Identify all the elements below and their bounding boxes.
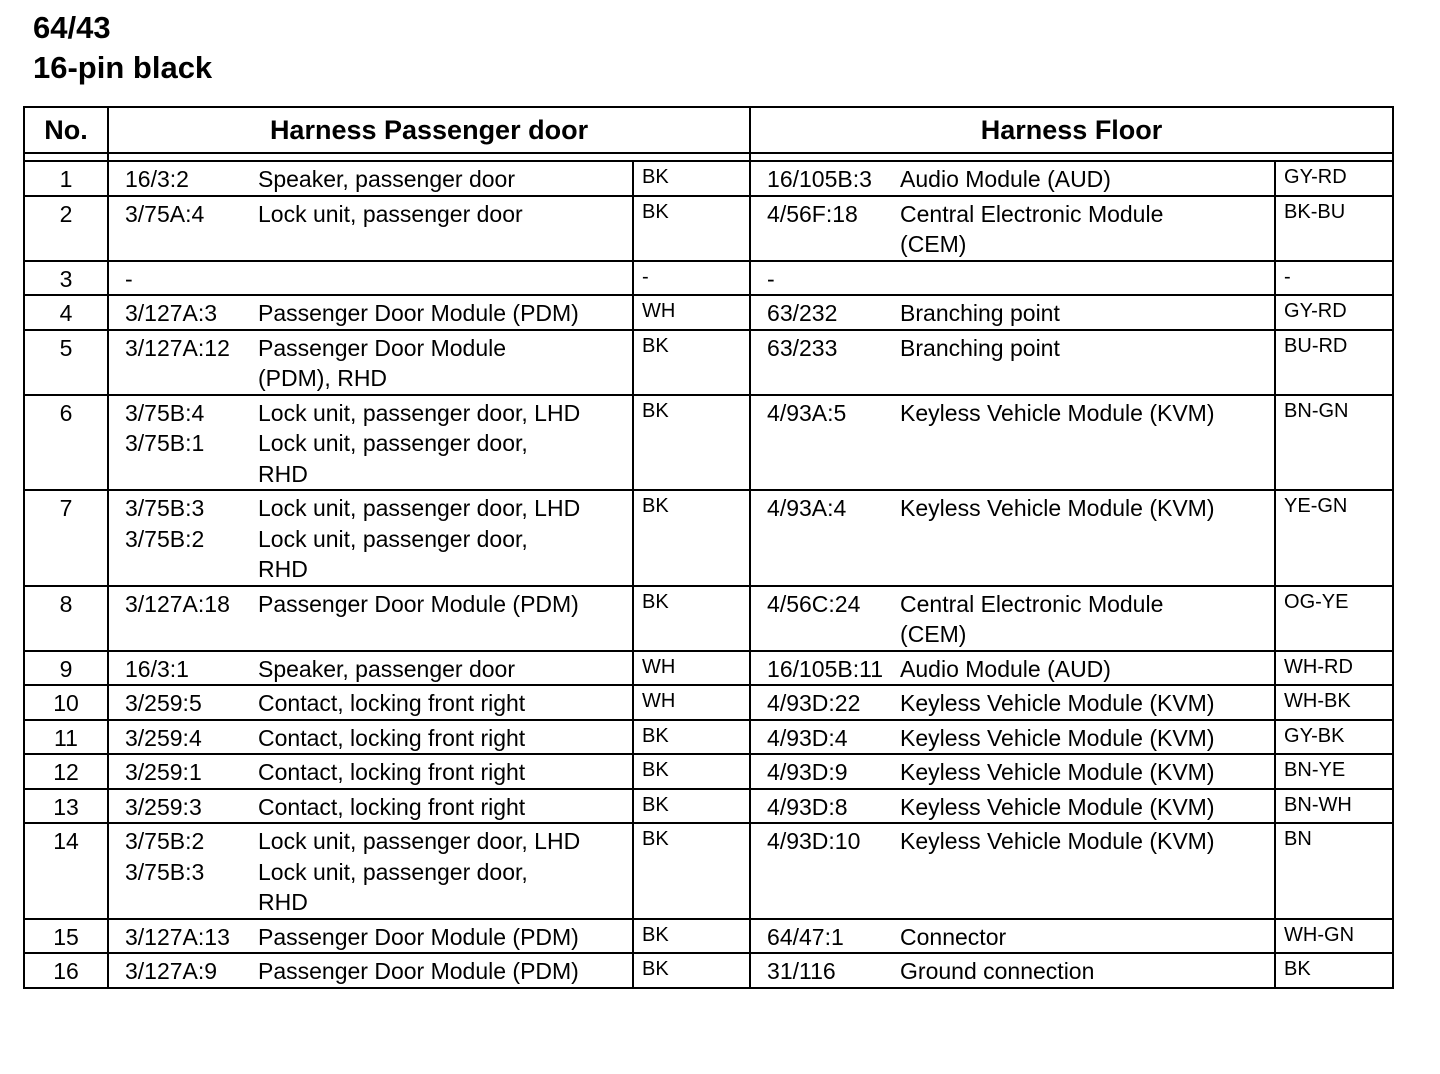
passenger-ref-line: 3/75B:1 [125, 430, 205, 456]
floor-description-line: Keyless Vehicle Module (KVM) [900, 759, 1215, 785]
passenger-description-line: RHD [258, 556, 308, 582]
passenger-wire-color: WH [633, 295, 750, 330]
header-floor: Harness Floor [750, 107, 1393, 153]
passenger-ref-line: 3/75B:3 [125, 858, 205, 885]
floor-ref: 4/56C:24 [750, 586, 892, 651]
floor-wire-color: OG-YE [1275, 586, 1393, 651]
passenger-ref [108, 395, 250, 491]
floor-description [892, 720, 1275, 755]
passenger-ref-line: 16/3:2 [125, 166, 189, 192]
pin-number: 12 [24, 754, 108, 789]
passenger-wire-color: WH [633, 651, 750, 686]
pin-number: 16 [24, 953, 108, 988]
pin-number: 5 [24, 330, 108, 395]
table-row [24, 330, 1393, 395]
passenger-description-line: Lock unit, passenger door, [258, 525, 528, 552]
passenger-ref [108, 295, 250, 330]
passenger-description [250, 651, 633, 686]
passenger-wire-color: BK [633, 754, 750, 789]
passenger-ref-line: 3/127A:3 [125, 300, 218, 326]
floor-description-line: Connector [900, 923, 1007, 950]
table-body [24, 161, 1393, 988]
passenger-wire-color: BK [633, 490, 750, 586]
passenger-description [250, 295, 633, 330]
passenger-description-line: Contact, locking front right [258, 690, 526, 716]
passenger-ref-line: 3/259:4 [125, 724, 202, 751]
passenger-wire-color: BK [633, 953, 750, 988]
floor-description [892, 919, 1275, 954]
table-row [24, 490, 1393, 586]
pin-number: 9 [24, 651, 108, 686]
header-spacer [24, 153, 1393, 161]
floor-description [892, 490, 1275, 586]
pin-number: 15 [24, 919, 108, 954]
floor-ref: 4/56F:18 [750, 196, 892, 261]
floor-ref: 63/233 [750, 330, 892, 395]
floor-description-line: Keyless Vehicle Module (KVM) [900, 724, 1215, 751]
table-row [24, 754, 1393, 789]
passenger-wire-color: BK [633, 586, 750, 651]
passenger-description-line: Lock unit, passenger door [258, 200, 523, 227]
passenger-ref-line: 3/75B:4 [125, 399, 205, 426]
passenger-description-line: Lock unit, passenger door, LHD [258, 828, 581, 854]
passenger-wire-color: BK [633, 823, 750, 919]
floor-ref: 64/47:1 [750, 919, 892, 954]
passenger-ref-line: 16/3:1 [125, 655, 189, 682]
connector-description: 16-pin black [33, 50, 213, 85]
passenger-description [250, 754, 633, 789]
floor-wire-color: BN-WH [1275, 789, 1393, 824]
passenger-ref-line: 3/259:3 [125, 793, 202, 820]
passenger-ref [108, 261, 250, 296]
passenger-wire-color: WH [633, 685, 750, 720]
floor-description [892, 953, 1275, 988]
connector-id: 64/43 [33, 10, 111, 45]
header-row [24, 107, 1393, 153]
floor-ref: 4/93D:10 [750, 823, 892, 919]
passenger-ref-line: 3/127A:12 [125, 334, 230, 361]
passenger-description-line: Passenger Door Module (PDM) [258, 590, 579, 617]
floor-description [892, 754, 1275, 789]
passenger-ref [108, 161, 250, 196]
passenger-description [250, 789, 633, 824]
passenger-description-line: Lock unit, passenger door, LHD [258, 399, 581, 426]
floor-description [892, 395, 1275, 491]
floor-description-line: Keyless Vehicle Module (KVM) [900, 495, 1215, 521]
table-row [24, 789, 1393, 824]
passenger-description-line: Passenger Door Module (PDM) [258, 923, 579, 950]
passenger-ref [108, 330, 250, 395]
passenger-wire-color: BK [633, 330, 750, 395]
passenger-ref [108, 823, 250, 919]
passenger-ref-line: 3/259:1 [125, 759, 202, 785]
passenger-ref-line: 3/127A:9 [125, 958, 218, 984]
floor-ref: 4/93D:9 [750, 754, 892, 789]
passenger-description-line: Lock unit, passenger door, [258, 858, 528, 885]
passenger-description-line: RHD [258, 460, 308, 487]
floor-description-line: Keyless Vehicle Module (KVM) [900, 793, 1215, 820]
floor-description-line: Branching point [900, 300, 1060, 326]
passenger-description [250, 395, 633, 491]
floor-wire-color: BN-YE [1275, 754, 1393, 789]
passenger-ref [108, 685, 250, 720]
table-row [24, 295, 1393, 330]
passenger-description-line: Contact, locking front right [258, 724, 526, 751]
passenger-ref [108, 754, 250, 789]
floor-wire-color: GY-RD [1275, 295, 1393, 330]
table-row [24, 720, 1393, 755]
passenger-wire-color: BK [633, 161, 750, 196]
passenger-wire-color: BK [633, 196, 750, 261]
pin-number: 13 [24, 789, 108, 824]
floor-ref: 16/105B:3 [750, 161, 892, 196]
floor-description-line: (CEM) [900, 231, 967, 257]
floor-wire-color: BN-GN [1275, 395, 1393, 491]
passenger-ref-line: 3/127A:13 [125, 923, 230, 950]
table-row [24, 586, 1393, 651]
passenger-wire-color: BK [633, 789, 750, 824]
floor-description [892, 261, 1275, 296]
passenger-wire-color: - [633, 261, 750, 296]
floor-description [892, 789, 1275, 824]
floor-description [892, 295, 1275, 330]
passenger-description [250, 490, 633, 586]
floor-ref: 4/93A:4 [750, 490, 892, 586]
passenger-ref [108, 651, 250, 686]
floor-wire-color: YE-GN [1275, 490, 1393, 586]
floor-description-line: Branching point [900, 334, 1060, 361]
pin-number: 6 [24, 395, 108, 491]
passenger-description [250, 685, 633, 720]
table-row [24, 651, 1393, 686]
table-row [24, 685, 1393, 720]
passenger-ref [108, 789, 250, 824]
floor-description [892, 651, 1275, 686]
floor-description [892, 586, 1275, 651]
header-passenger-door: Harness Passenger door [108, 107, 750, 153]
floor-wire-color: WH-BK [1275, 685, 1393, 720]
floor-description-line: Keyless Vehicle Module (KVM) [900, 399, 1215, 426]
passenger-description [250, 823, 633, 919]
floor-ref: 4/93D:22 [750, 685, 892, 720]
pin-number: 14 [24, 823, 108, 919]
floor-wire-color: BN [1275, 823, 1393, 919]
floor-ref: 4/93D:8 [750, 789, 892, 824]
passenger-ref [108, 196, 250, 261]
floor-description-line: Ground connection [900, 958, 1095, 984]
pin-number: 11 [24, 720, 108, 755]
floor-description-line: (CEM) [900, 621, 967, 647]
passenger-wire-color: BK [633, 919, 750, 954]
pin-number: 2 [24, 196, 108, 261]
floor-description-line: Central Electronic Module [900, 200, 1164, 227]
floor-wire-color: - [1275, 261, 1393, 296]
table-row [24, 261, 1393, 296]
passenger-ref [108, 586, 250, 651]
floor-ref: 4/93A:5 [750, 395, 892, 491]
passenger-ref-line: - [125, 265, 133, 292]
pin-number: 4 [24, 295, 108, 330]
passenger-ref [108, 490, 250, 586]
passenger-description [250, 196, 633, 261]
table-row [24, 953, 1393, 988]
floor-wire-color: GY-RD [1275, 161, 1393, 196]
passenger-description-line: Lock unit, passenger door, LHD [258, 495, 581, 521]
pin-number: 8 [24, 586, 108, 651]
pin-number: 3 [24, 261, 108, 296]
header-no: No. [24, 107, 108, 153]
passenger-description-line: Speaker, passenger door [258, 166, 516, 192]
passenger-ref [108, 720, 250, 755]
passenger-ref-line: 3/75B:2 [125, 828, 205, 854]
floor-description-line: Keyless Vehicle Module (KVM) [900, 690, 1215, 716]
table-row [24, 196, 1393, 261]
passenger-description [250, 953, 633, 988]
table-row [24, 395, 1393, 491]
table-row [24, 161, 1393, 196]
passenger-description-line: Passenger Door Module (PDM) [258, 300, 579, 326]
floor-wire-color: GY-BK [1275, 720, 1393, 755]
pin-number: 1 [24, 161, 108, 196]
passenger-ref-line: 3/259:5 [125, 690, 202, 716]
passenger-description [250, 586, 633, 651]
passenger-wire-color: BK [633, 720, 750, 755]
floor-ref: 4/93D:4 [750, 720, 892, 755]
passenger-description-line: Passenger Door Module (PDM) [258, 958, 579, 984]
passenger-ref [108, 953, 250, 988]
passenger-description-line: (PDM), RHD [258, 365, 388, 391]
floor-description [892, 196, 1275, 261]
passenger-description-line: Lock unit, passenger door, [258, 430, 528, 456]
floor-description-line: Audio Module (AUD) [900, 655, 1111, 682]
passenger-description-line: Contact, locking front right [258, 759, 526, 785]
passenger-ref-line: 3/75B:2 [125, 525, 205, 552]
pin-number: 7 [24, 490, 108, 586]
passenger-description-line: RHD [258, 889, 308, 915]
passenger-description [250, 720, 633, 755]
passenger-ref-line: 3/75A:4 [125, 200, 205, 227]
floor-description [892, 330, 1275, 395]
passenger-ref [108, 919, 250, 954]
passenger-description-line: Passenger Door Module [258, 334, 507, 361]
passenger-wire-color: BK [633, 395, 750, 491]
floor-description-line: Audio Module (AUD) [900, 166, 1111, 192]
floor-wire-color: BK-BU [1275, 196, 1393, 261]
floor-description-line: Keyless Vehicle Module (KVM) [900, 828, 1215, 854]
passenger-description-line: Contact, locking front right [258, 793, 526, 820]
floor-description [892, 823, 1275, 919]
floor-ref: 63/232 [750, 295, 892, 330]
passenger-description-line: Speaker, passenger door [258, 655, 516, 682]
floor-wire-color: WH-GN [1275, 919, 1393, 954]
floor-description [892, 161, 1275, 196]
floor-wire-color: BK [1275, 953, 1393, 988]
floor-ref: - [750, 261, 892, 296]
passenger-ref-line: 3/75B:3 [125, 495, 205, 521]
table-row [24, 823, 1393, 919]
floor-wire-color: WH-RD [1275, 651, 1393, 686]
pin-number: 10 [24, 685, 108, 720]
floor-wire-color: BU-RD [1275, 330, 1393, 395]
passenger-description [250, 919, 633, 954]
floor-description-line: Central Electronic Module [900, 590, 1164, 617]
floor-ref: 31/116 [750, 953, 892, 988]
floor-description [892, 685, 1275, 720]
pinout-table [23, 106, 1394, 989]
passenger-ref-line: 3/127A:18 [125, 590, 230, 617]
passenger-description [250, 161, 633, 196]
passenger-description [250, 261, 633, 296]
floor-ref: 16/105B:11 [750, 651, 892, 686]
passenger-description [250, 330, 633, 395]
table-row [24, 919, 1393, 954]
